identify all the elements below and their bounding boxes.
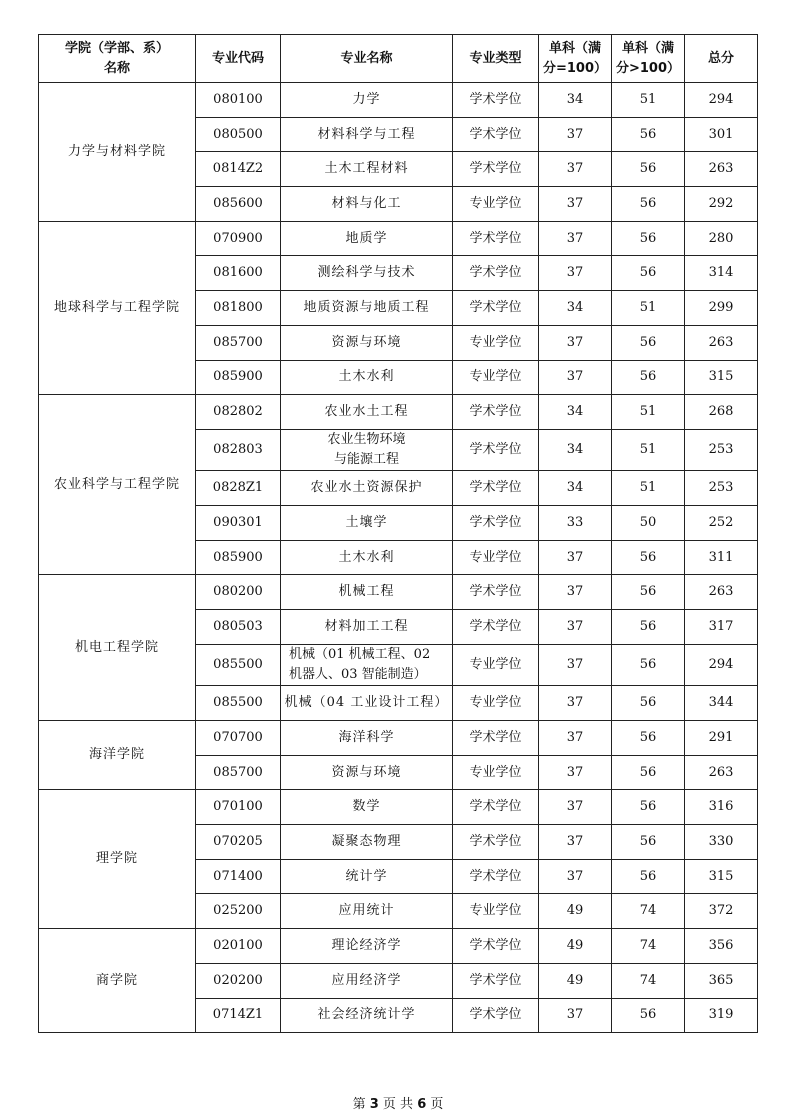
major-code-cell: 085600 [196,187,281,222]
table-row [39,929,758,964]
college-name-cell: 海洋学院 [39,721,196,790]
major-code-cell: 081800 [196,291,281,326]
table-row [39,395,758,430]
table-body [39,83,758,1033]
major-name-line-1: 机械（01 机械工程、02 [289,647,431,663]
college-name-cell: 机电工程学院 [39,575,196,721]
major-code-cell: 0828Z1 [196,471,281,506]
major-type-cell: 学术学位 [453,929,539,964]
single-over-100-cell: 56 [612,825,685,860]
major-name-cell [281,644,453,686]
single-100-cell: 37 [539,721,612,756]
total-score-cell: 263 [685,575,758,610]
single-100-cell: 49 [539,894,612,929]
major-type-cell: 专业学位 [453,187,539,222]
single-over-100-cell: 56 [612,575,685,610]
major-code-cell: 080500 [196,117,281,152]
total-score-cell: 263 [685,152,758,187]
total-score-cell: 356 [685,929,758,964]
major-code-cell: 085500 [196,644,281,686]
total-score-cell: 292 [685,187,758,222]
major-name-line-1: 农业生物环境 [327,432,406,448]
single-100-cell: 49 [539,963,612,998]
single-over-100-cell: 56 [612,998,685,1033]
major-code-cell: 081600 [196,256,281,291]
major-code-cell: 085500 [196,686,281,721]
total-score-cell: 263 [685,325,758,360]
total-score-cell: 311 [685,540,758,575]
major-code-cell: 020100 [196,929,281,964]
total-score-cell: 301 [685,117,758,152]
total-score-cell: 294 [685,644,758,686]
major-type-cell: 学术学位 [453,998,539,1033]
single-over-100-cell: 51 [612,291,685,326]
total-score-cell: 299 [685,291,758,326]
major-name-cell: 应用统计 [281,894,453,929]
major-type-cell: 学术学位 [453,506,539,541]
major-name-cell: 统计学 [281,859,453,894]
major-type-cell: 学术学位 [453,963,539,998]
total-score-cell: 344 [685,686,758,721]
major-type-cell: 学术学位 [453,117,539,152]
single-100-cell: 37 [539,575,612,610]
single-over-100-cell: 56 [612,325,685,360]
major-type-cell: 学术学位 [453,610,539,645]
major-type-cell: 专业学位 [453,540,539,575]
total-score-cell: 319 [685,998,758,1033]
single-over-100-cell: 56 [612,755,685,790]
college-name-cell: 地球科学与工程学院 [39,221,196,394]
single-100-cell: 37 [539,187,612,222]
single-over-100-cell: 56 [612,610,685,645]
major-code-cell: 070700 [196,721,281,756]
single-100-cell: 37 [539,998,612,1033]
major-type-cell: 学术学位 [453,152,539,187]
total-score-cell: 330 [685,825,758,860]
single-over-100-cell: 74 [612,929,685,964]
header-major-name: 专业名称 [281,35,453,83]
major-code-cell: 080503 [196,610,281,645]
total-score-cell: 291 [685,721,758,756]
major-type-cell: 学术学位 [453,395,539,430]
single-over-100-cell: 56 [612,152,685,187]
major-name-cell: 资源与环境 [281,755,453,790]
single-100-cell: 37 [539,325,612,360]
header-code: 专业代码 [196,35,281,83]
major-type-cell: 学术学位 [453,575,539,610]
total-score-cell: 365 [685,963,758,998]
major-type-cell: 专业学位 [453,755,539,790]
major-name-cell: 土木水利 [281,360,453,395]
major-name-cell: 资源与环境 [281,325,453,360]
total-score-cell: 253 [685,429,758,471]
table-row [39,221,758,256]
major-type-cell: 学术学位 [453,859,539,894]
major-type-cell: 学术学位 [453,471,539,506]
single-100-cell: 34 [539,83,612,118]
major-type-cell: 专业学位 [453,686,539,721]
single-over-100-cell: 56 [612,117,685,152]
major-name-cell: 海洋科学 [281,721,453,756]
major-code-cell: 070205 [196,825,281,860]
major-name-line-2: 机器人、03 智能制造） [289,667,427,683]
major-type-cell: 学术学位 [453,790,539,825]
major-name-cell: 材料科学与工程 [281,117,453,152]
college-name-cell: 商学院 [39,929,196,1033]
major-name-cell: 社会经济统计学 [281,998,453,1033]
major-type-cell: 学术学位 [453,429,539,471]
single-100-cell: 37 [539,610,612,645]
major-name-cell: 力学 [281,83,453,118]
single-100-cell: 49 [539,929,612,964]
header-major-type: 专业类型 [453,35,539,83]
major-name-cell: 农业水土资源保护 [281,471,453,506]
major-code-cell: 080200 [196,575,281,610]
major-name-cell: 数学 [281,790,453,825]
single-100-cell: 37 [539,540,612,575]
major-name-cell: 应用经济学 [281,963,453,998]
single-100-cell: 37 [539,825,612,860]
major-name-line-2: 与能源工程 [333,452,399,468]
single-over-100-cell: 56 [612,540,685,575]
table-row [39,575,758,610]
single-over-100-cell: 56 [612,644,685,686]
total-score-cell: 252 [685,506,758,541]
single-over-100-cell: 56 [612,256,685,291]
header-single-100: 单科（满 分=100） [539,35,612,83]
single-100-cell: 37 [539,117,612,152]
major-code-cell: 085900 [196,360,281,395]
major-code-cell: 085700 [196,325,281,360]
major-code-cell: 020200 [196,963,281,998]
single-over-100-cell: 51 [612,471,685,506]
page-number: 3 [369,1097,379,1112]
major-code-cell: 0814Z2 [196,152,281,187]
single-over-100-cell: 74 [612,894,685,929]
major-type-cell: 专业学位 [453,644,539,686]
page-footer [0,1093,796,1112]
college-name-cell: 农业科学与工程学院 [39,395,196,575]
page-count: 6 [417,1097,427,1112]
score-table [38,34,758,1033]
table-row [39,721,758,756]
total-score-cell: 317 [685,610,758,645]
table-row [39,83,758,118]
major-type-cell: 学术学位 [453,291,539,326]
major-name-cell: 材料与化工 [281,187,453,222]
major-code-cell: 085700 [196,755,281,790]
single-100-cell: 37 [539,152,612,187]
major-name-cell: 理论经济学 [281,929,453,964]
total-score-cell: 315 [685,859,758,894]
total-score-cell: 372 [685,894,758,929]
single-over-100-cell: 56 [612,187,685,222]
header-total: 总分 [685,35,758,83]
footer-middle: 页 共 [382,1097,414,1112]
total-score-cell: 280 [685,221,758,256]
college-name-cell: 力学与材料学院 [39,83,196,222]
major-code-cell: 025200 [196,894,281,929]
major-name-cell: 地质资源与地质工程 [281,291,453,326]
single-100-cell: 34 [539,291,612,326]
single-100-cell: 34 [539,395,612,430]
major-name-cell: 材料加工工程 [281,610,453,645]
major-code-cell: 082802 [196,395,281,430]
major-type-cell: 专业学位 [453,360,539,395]
single-over-100-cell: 51 [612,429,685,471]
single-over-100-cell: 56 [612,686,685,721]
single-over-100-cell: 74 [612,963,685,998]
single-100-cell: 37 [539,221,612,256]
single-100-cell: 37 [539,686,612,721]
total-score-cell: 253 [685,471,758,506]
major-code-cell: 080100 [196,83,281,118]
footer-prefix: 第 [352,1097,366,1112]
header-college: 学院（学部、系） 名称 [39,35,196,83]
single-100-cell: 37 [539,859,612,894]
total-score-cell: 268 [685,395,758,430]
college-name-cell: 理学院 [39,790,196,929]
major-code-cell: 070900 [196,221,281,256]
major-name-cell: 农业水土工程 [281,395,453,430]
major-type-cell: 学术学位 [453,721,539,756]
table-row [39,790,758,825]
single-100-cell: 34 [539,471,612,506]
single-over-100-cell: 56 [612,221,685,256]
single-100-cell: 37 [539,256,612,291]
single-over-100-cell: 56 [612,859,685,894]
major-code-cell: 0714Z1 [196,998,281,1033]
major-code-cell: 070100 [196,790,281,825]
major-name-cell: 机械工程 [281,575,453,610]
single-over-100-cell: 56 [612,360,685,395]
major-name-cell: 机械（04 工业设计工程） [281,686,453,721]
single-100-cell: 37 [539,644,612,686]
total-score-cell: 316 [685,790,758,825]
total-score-cell: 315 [685,360,758,395]
major-name-cell: 凝聚态物理 [281,825,453,860]
single-100-cell: 37 [539,360,612,395]
single-over-100-cell: 51 [612,83,685,118]
single-100-cell: 34 [539,429,612,471]
major-type-cell: 学术学位 [453,825,539,860]
total-score-cell: 294 [685,83,758,118]
major-name-cell: 地质学 [281,221,453,256]
major-type-cell: 学术学位 [453,256,539,291]
single-100-cell: 37 [539,790,612,825]
total-score-cell: 263 [685,755,758,790]
major-code-cell: 071400 [196,859,281,894]
major-type-cell: 专业学位 [453,894,539,929]
single-over-100-cell: 56 [612,721,685,756]
single-100-cell: 37 [539,755,612,790]
footer-suffix: 页 [430,1097,444,1112]
header-single-over-100: 单科（满 分>100） [612,35,685,83]
major-name-cell: 土壤学 [281,506,453,541]
single-over-100-cell: 50 [612,506,685,541]
major-name-cell: 土木工程材料 [281,152,453,187]
major-type-cell: 学术学位 [453,221,539,256]
major-name-cell [281,429,453,471]
major-code-cell: 085900 [196,540,281,575]
single-100-cell: 33 [539,506,612,541]
major-code-cell: 082803 [196,429,281,471]
header-row [39,35,758,83]
single-over-100-cell: 56 [612,790,685,825]
major-code-cell: 090301 [196,506,281,541]
major-type-cell: 专业学位 [453,325,539,360]
major-name-cell: 土木水利 [281,540,453,575]
single-over-100-cell: 51 [612,395,685,430]
major-name-cell: 测绘科学与技术 [281,256,453,291]
major-type-cell: 学术学位 [453,83,539,118]
total-score-cell: 314 [685,256,758,291]
